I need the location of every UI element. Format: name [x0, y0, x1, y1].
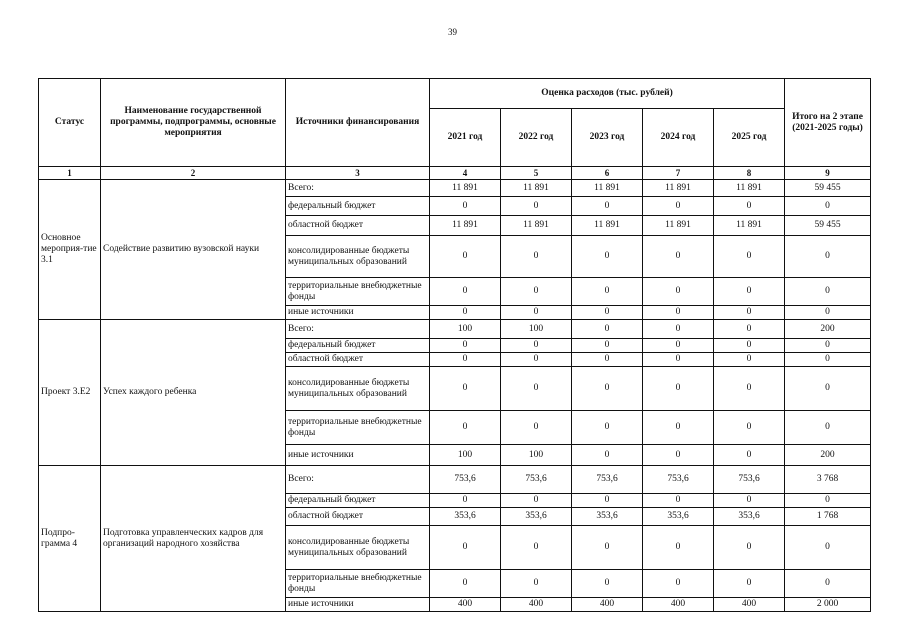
header-name: Наименование государственной программы, подпрограммы, основные мероприятия [101, 79, 286, 167]
year-value-cell: 0 [643, 320, 714, 339]
year-value-cell: 0 [572, 306, 643, 320]
table-row [39, 466, 871, 494]
year-value-cell: 0 [572, 526, 643, 570]
year-value-cell: 0 [714, 367, 785, 411]
column-number: 7 [643, 167, 714, 180]
header-year: 2025 год [714, 109, 785, 167]
column-number: 3 [286, 167, 430, 180]
year-value-cell: 0 [643, 570, 714, 598]
year-value-cell: 0 [501, 339, 572, 353]
year-value-cell: 353,6 [430, 508, 501, 526]
total-value-cell: 59 455 [785, 180, 871, 197]
year-value-cell: 0 [714, 570, 785, 598]
year-value-cell: 0 [572, 197, 643, 216]
year-value-cell: 400 [643, 598, 714, 612]
source-cell: территориальные внебюджетные фонды [286, 278, 430, 306]
total-value-cell: 0 [785, 339, 871, 353]
year-value-cell: 0 [643, 236, 714, 278]
year-value-cell: 0 [572, 278, 643, 306]
status-cell: Основное мероприя-тие 3.1 [39, 180, 101, 320]
year-value-cell: 0 [572, 570, 643, 598]
status-cell: Подпро-грамма 4 [39, 466, 101, 612]
column-number: 1 [39, 167, 101, 180]
total-value-cell: 0 [785, 353, 871, 367]
year-value-cell: 0 [501, 411, 572, 445]
year-value-cell: 11 891 [714, 180, 785, 197]
budget-table [38, 78, 871, 612]
year-value-cell: 0 [572, 494, 643, 508]
program-name-cell: Подготовка управленческих кадров для организаций народного хозяйства [101, 466, 286, 612]
source-cell: иные источники [286, 306, 430, 320]
year-value-cell: 0 [643, 367, 714, 411]
header-year: 2023 год [572, 109, 643, 167]
year-value-cell: 0 [714, 306, 785, 320]
column-number-row [39, 167, 871, 180]
total-value-cell: 2 000 [785, 598, 871, 612]
year-value-cell: 0 [501, 494, 572, 508]
year-value-cell: 400 [430, 598, 501, 612]
year-value-cell: 0 [714, 197, 785, 216]
total-value-cell: 0 [785, 411, 871, 445]
total-value-cell: 0 [785, 236, 871, 278]
year-value-cell: 753,6 [501, 466, 572, 494]
year-value-cell: 0 [643, 339, 714, 353]
year-value-cell: 11 891 [643, 216, 714, 236]
year-value-cell: 0 [714, 320, 785, 339]
year-value-cell: 353,6 [643, 508, 714, 526]
year-value-cell: 0 [430, 353, 501, 367]
page-number: 39 [448, 27, 457, 37]
year-value-cell: 100 [430, 320, 501, 339]
year-value-cell: 0 [643, 526, 714, 570]
year-value-cell: 0 [714, 236, 785, 278]
column-number: 5 [501, 167, 572, 180]
year-value-cell: 753,6 [643, 466, 714, 494]
year-value-cell: 11 891 [572, 180, 643, 197]
header-year: 2022 год [501, 109, 572, 167]
column-number: 9 [785, 167, 871, 180]
total-value-cell: 0 [785, 278, 871, 306]
year-value-cell: 11 891 [501, 180, 572, 197]
year-value-cell: 0 [714, 278, 785, 306]
year-value-cell: 0 [501, 353, 572, 367]
total-value-cell: 200 [785, 320, 871, 339]
table-row [39, 320, 871, 339]
year-value-cell: 0 [643, 445, 714, 466]
year-value-cell: 0 [643, 411, 714, 445]
year-value-cell: 0 [430, 236, 501, 278]
source-cell: федеральный бюджет [286, 339, 430, 353]
year-value-cell: 0 [714, 339, 785, 353]
source-cell: иные источники [286, 598, 430, 612]
source-cell: федеральный бюджет [286, 494, 430, 508]
program-name-cell: Содействие развитию вузовской науки [101, 180, 286, 320]
status-cell: Проект 3.Е2 [39, 320, 101, 466]
year-value-cell: 11 891 [572, 216, 643, 236]
year-value-cell: 0 [643, 197, 714, 216]
year-value-cell: 0 [501, 526, 572, 570]
column-number: 2 [101, 167, 286, 180]
year-value-cell: 400 [572, 598, 643, 612]
year-value-cell: 11 891 [714, 216, 785, 236]
header-year: 2021 год [430, 109, 501, 167]
year-value-cell: 0 [572, 445, 643, 466]
source-cell: территориальные внебюджетные фонды [286, 570, 430, 598]
source-cell: Всего: [286, 180, 430, 197]
source-cell: областной бюджет [286, 353, 430, 367]
total-value-cell: 0 [785, 526, 871, 570]
year-value-cell: 0 [430, 570, 501, 598]
table-row [39, 180, 871, 197]
year-value-cell: 100 [501, 320, 572, 339]
year-value-cell: 0 [501, 236, 572, 278]
source-cell: областной бюджет [286, 508, 430, 526]
source-cell: консолидированные бюджеты муниципальных образований [286, 367, 430, 411]
year-value-cell: 0 [572, 411, 643, 445]
source-cell: федеральный бюджет [286, 197, 430, 216]
year-value-cell: 0 [714, 526, 785, 570]
year-value-cell: 11 891 [430, 216, 501, 236]
source-cell: консолидированные бюджеты муниципальных образований [286, 236, 430, 278]
total-value-cell: 0 [785, 570, 871, 598]
header-year: 2024 год [643, 109, 714, 167]
header-sources: Источники финансирования [286, 79, 430, 167]
program-name-cell: Успех каждого ребенка [101, 320, 286, 466]
year-value-cell: 0 [430, 278, 501, 306]
year-value-cell: 0 [430, 197, 501, 216]
year-value-cell: 0 [714, 411, 785, 445]
year-value-cell: 0 [572, 236, 643, 278]
total-value-cell: 59 455 [785, 216, 871, 236]
year-value-cell: 0 [430, 339, 501, 353]
year-value-cell: 400 [714, 598, 785, 612]
year-value-cell: 100 [430, 445, 501, 466]
column-number: 4 [430, 167, 501, 180]
year-value-cell: 0 [643, 494, 714, 508]
total-value-cell: 1 768 [785, 508, 871, 526]
total-value-cell: 0 [785, 367, 871, 411]
total-value-cell: 200 [785, 445, 871, 466]
header-estimate: Оценка расходов (тыс. рублей) [430, 79, 785, 109]
year-value-cell: 0 [430, 367, 501, 411]
year-value-cell: 0 [572, 353, 643, 367]
source-cell: областной бюджет [286, 216, 430, 236]
total-value-cell: 0 [785, 306, 871, 320]
year-value-cell: 353,6 [501, 508, 572, 526]
source-cell: Всего: [286, 466, 430, 494]
year-value-cell: 0 [572, 320, 643, 339]
total-value-cell: 0 [785, 494, 871, 508]
year-value-cell: 0 [501, 197, 572, 216]
header-total: Итого на 2 этапе (2021-2025 годы) [785, 79, 871, 167]
year-value-cell: 0 [572, 367, 643, 411]
year-value-cell: 11 891 [643, 180, 714, 197]
year-value-cell: 0 [501, 278, 572, 306]
year-value-cell: 0 [430, 411, 501, 445]
year-value-cell: 11 891 [501, 216, 572, 236]
year-value-cell: 0 [430, 526, 501, 570]
source-cell: консолидированные бюджеты муниципальных образований [286, 526, 430, 570]
year-value-cell: 0 [643, 306, 714, 320]
year-value-cell: 0 [714, 494, 785, 508]
source-cell: Всего: [286, 320, 430, 339]
source-cell: иные источники [286, 445, 430, 466]
column-number: 6 [572, 167, 643, 180]
year-value-cell: 0 [714, 353, 785, 367]
year-value-cell: 0 [501, 570, 572, 598]
year-value-cell: 0 [430, 306, 501, 320]
year-value-cell: 0 [643, 353, 714, 367]
year-value-cell: 400 [501, 598, 572, 612]
year-value-cell: 0 [714, 445, 785, 466]
source-cell: территориальные внебюджетные фонды [286, 411, 430, 445]
year-value-cell: 753,6 [430, 466, 501, 494]
total-value-cell: 3 768 [785, 466, 871, 494]
year-value-cell: 353,6 [572, 508, 643, 526]
year-value-cell: 0 [643, 278, 714, 306]
year-value-cell: 753,6 [572, 466, 643, 494]
header-status: Статус [39, 79, 101, 167]
total-value-cell: 0 [785, 197, 871, 216]
year-value-cell: 100 [501, 445, 572, 466]
year-value-cell: 11 891 [430, 180, 501, 197]
year-value-cell: 0 [501, 306, 572, 320]
column-number: 8 [714, 167, 785, 180]
year-value-cell: 0 [430, 494, 501, 508]
year-value-cell: 0 [572, 339, 643, 353]
year-value-cell: 0 [501, 367, 572, 411]
year-value-cell: 753,6 [714, 466, 785, 494]
year-value-cell: 353,6 [714, 508, 785, 526]
